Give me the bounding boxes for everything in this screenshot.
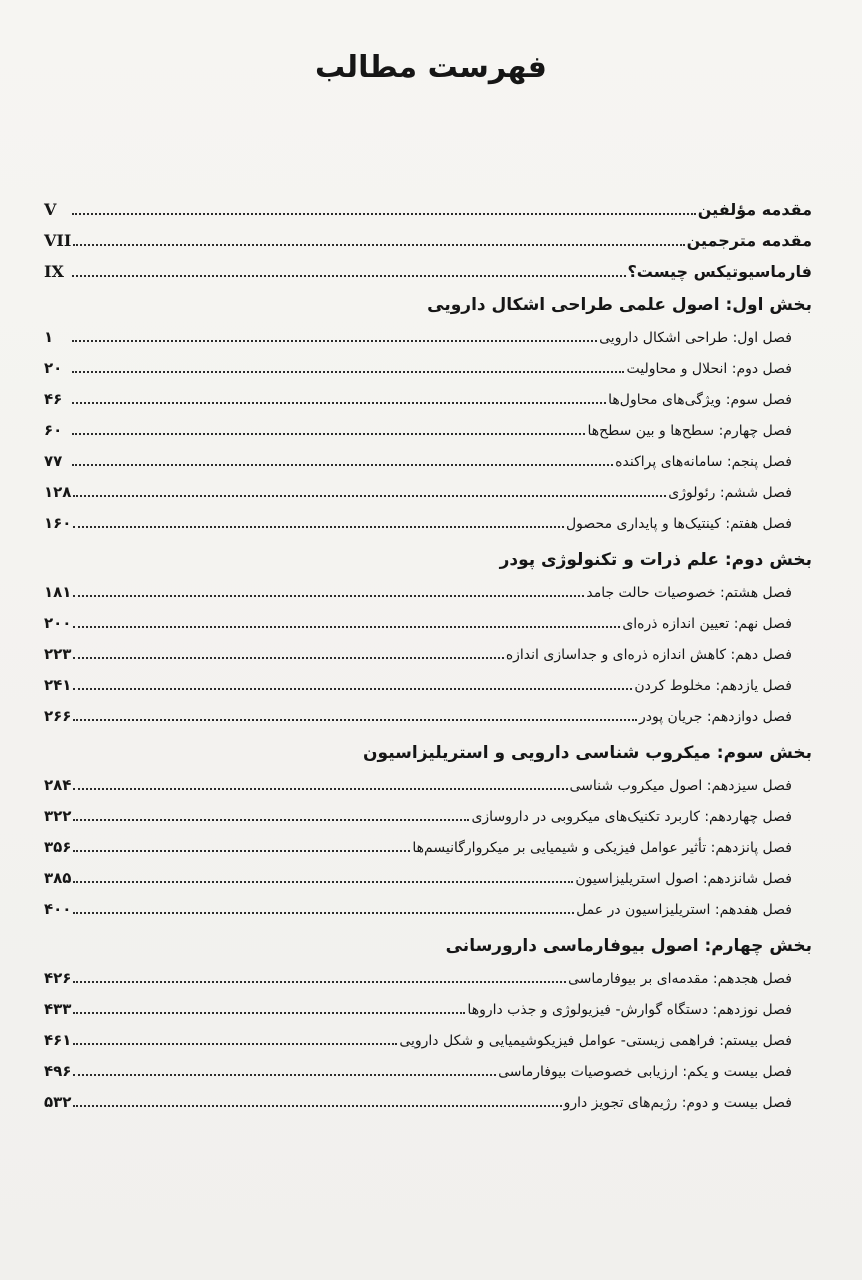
dot-leader bbox=[73, 495, 666, 497]
chapter-label: فصل هفتم: کینتیک‌ها و پایداری محصول bbox=[565, 516, 792, 532]
chapter-label: فصل هشتم: خصوصیات حالت جامد bbox=[586, 585, 792, 601]
chapter-page-number: ۷۷ bbox=[44, 452, 63, 470]
dot-leader bbox=[72, 433, 585, 435]
chapter-page-number: ۴۹۶ bbox=[44, 1062, 72, 1080]
toc-entry-label: مقدمه مؤلفین bbox=[697, 200, 812, 219]
toc-page-number: V bbox=[44, 200, 57, 219]
toc-chapter-row bbox=[44, 348, 812, 379]
dot-leader bbox=[73, 1074, 496, 1076]
chapter-label: فصل چهارم: سطح‌ها و بین سطح‌ها bbox=[587, 423, 792, 439]
dot-leader bbox=[73, 244, 684, 246]
dot-leader bbox=[73, 526, 564, 528]
page-title: فهرست مطالب bbox=[315, 50, 547, 85]
toc-chapter-row bbox=[44, 958, 812, 989]
chapter-page-number: ۲۰ bbox=[44, 359, 63, 377]
chapter-label: فصل نوزدهم: دستگاه گوارش- فیزیولوژی و جذب داروها bbox=[467, 1002, 792, 1018]
table-of-contents bbox=[44, 190, 812, 1113]
chapter-label: فصل بیست و یکم: ارزیابی خصوصیات بیوفارماسی bbox=[498, 1064, 792, 1080]
chapter-page-number: ۴۰۰ bbox=[44, 900, 72, 918]
chapter-label: فصل پانزدهم: تأثیر عوامل فیزیکی و شیمیایی بر میکروارگانیسم‌ها bbox=[412, 840, 792, 856]
chapter-page-number: ۲۸۴ bbox=[44, 776, 72, 794]
dot-leader bbox=[73, 626, 620, 628]
chapter-label: فصل نهم: تعیین اندازه ذره‌ای bbox=[622, 616, 792, 632]
chapter-page-number: ۲۰۰ bbox=[44, 614, 72, 632]
dot-leader bbox=[73, 1105, 561, 1107]
toc-entry-preface-authors bbox=[44, 190, 812, 221]
toc-chapter-row bbox=[44, 665, 812, 696]
toc-chapter-row bbox=[44, 1082, 812, 1113]
chapter-label: فصل اول: طراحی اشکال دارویی bbox=[599, 330, 792, 346]
chapter-label: فصل شانزدهم: اصول استریلیزاسیون bbox=[575, 871, 792, 887]
toc-page-number: VII bbox=[44, 231, 72, 250]
dot-leader bbox=[73, 688, 632, 690]
chapter-page-number: ۱۸۱ bbox=[44, 583, 72, 601]
chapter-page-number: ۱۲۸ bbox=[44, 483, 72, 501]
chapter-label: فصل سوم: ویژگی‌های محاول‌ها bbox=[608, 392, 792, 408]
chapter-label: فصل بیست و دوم: رژیم‌های تجویز دارو bbox=[563, 1095, 792, 1111]
chapter-page-number: ۶۰ bbox=[44, 421, 63, 439]
chapter-label: فصل دوم: انحلال و محاولیت bbox=[626, 361, 792, 377]
dot-leader bbox=[73, 850, 410, 852]
chapter-label: فصل هجدهم: مقدمه‌ای بر بیوفارماسی bbox=[567, 971, 792, 987]
toc-chapter-row bbox=[44, 572, 812, 603]
toc-chapter-row bbox=[44, 503, 812, 534]
part-heading-2: بخش دوم: علم ذرات و تکنولوژی پودر bbox=[499, 550, 812, 570]
part-heading-3: بخش سوم: میکروب شناسی دارویی و استریلیزاسیون bbox=[363, 743, 812, 763]
dot-leader bbox=[72, 275, 626, 277]
chapter-label: فصل سیزدهم: اصول میکروب شناسی bbox=[569, 778, 792, 794]
part-heading-4: بخش چهارم: اصول بیوفارماسی دارورسانی bbox=[445, 936, 812, 956]
chapter-label: فصل دوازدهم: جریان پودر bbox=[638, 709, 792, 725]
toc-entry-what-is-pharmaceutics bbox=[44, 252, 812, 283]
toc-chapter-row bbox=[44, 1020, 812, 1051]
chapter-label: فصل یازدهم: مخلوط کردن bbox=[634, 678, 792, 694]
chapter-label: فصل دهم: کاهش اندازه ذره‌ای و جداسازی اندازه bbox=[505, 647, 792, 663]
chapter-page-number: ۴۲۶ bbox=[44, 969, 72, 987]
chapter-page-number: ۱ bbox=[44, 328, 54, 346]
chapter-page-number: ۴۶ bbox=[44, 390, 63, 408]
dot-leader bbox=[73, 881, 573, 883]
toc-chapter-row bbox=[44, 696, 812, 727]
toc-chapter-row bbox=[44, 410, 812, 441]
dot-leader bbox=[72, 464, 613, 466]
toc-chapter-row bbox=[44, 796, 812, 827]
dot-leader bbox=[72, 213, 696, 215]
toc-chapter-row bbox=[44, 317, 812, 348]
chapter-page-number: ۳۵۶ bbox=[44, 838, 72, 856]
toc-chapter-row bbox=[44, 765, 812, 796]
toc-chapter-row bbox=[44, 472, 812, 503]
chapter-label: فصل بیستم: فراهمی زیستی- عوامل فیزیکوشیمیایی و شکل دارویی bbox=[399, 1033, 792, 1049]
dot-leader bbox=[73, 657, 503, 659]
dot-leader bbox=[73, 595, 584, 597]
dot-leader bbox=[73, 912, 574, 914]
toc-entry-preface-translators bbox=[44, 221, 812, 252]
toc-chapter-row bbox=[44, 634, 812, 665]
toc-chapter-row bbox=[44, 1051, 812, 1082]
toc-chapter-row bbox=[44, 889, 812, 920]
dot-leader bbox=[72, 402, 606, 404]
dot-leader bbox=[72, 340, 597, 342]
toc-chapter-row bbox=[44, 603, 812, 634]
dot-leader bbox=[73, 819, 469, 821]
chapter-page-number: ۵۳۲ bbox=[44, 1093, 72, 1111]
dot-leader bbox=[73, 981, 565, 983]
chapter-page-number: ۲۴۱ bbox=[44, 676, 72, 694]
dot-leader bbox=[73, 788, 567, 790]
chapter-page-number: ۱۶۰ bbox=[44, 514, 72, 532]
dot-leader bbox=[73, 1043, 397, 1045]
chapter-label: فصل ششم: رئولوژی bbox=[668, 485, 792, 501]
dot-leader bbox=[73, 719, 637, 721]
dot-leader bbox=[73, 1012, 465, 1014]
toc-chapter-row bbox=[44, 379, 812, 410]
part-heading-1: بخش اول: اصول علمی طراحی اشکال دارویی bbox=[427, 295, 812, 315]
chapter-page-number: ۴۳۳ bbox=[44, 1000, 72, 1018]
toc-chapter-row bbox=[44, 858, 812, 889]
chapter-page-number: ۲۲۳ bbox=[44, 645, 72, 663]
chapter-label: فصل پنجم: سامانه‌های پراکنده bbox=[615, 454, 792, 470]
toc-entry-label: فارماسیوتیکس چیست؟ bbox=[627, 262, 812, 281]
chapter-page-number: ۲۶۶ bbox=[44, 707, 72, 725]
toc-page-number: IX bbox=[44, 262, 64, 281]
chapter-label: فصل چهاردهم: کاربرد تکنیک‌های میکروبی در داروسازی bbox=[471, 809, 792, 825]
toc-entry-label: مقدمه مترجمین bbox=[686, 231, 812, 250]
chapter-page-number: ۳۲۲ bbox=[44, 807, 72, 825]
dot-leader bbox=[72, 371, 624, 373]
toc-chapter-row bbox=[44, 827, 812, 858]
toc-chapter-row bbox=[44, 989, 812, 1020]
chapter-page-number: ۴۶۱ bbox=[44, 1031, 72, 1049]
chapter-page-number: ۳۸۵ bbox=[44, 869, 72, 887]
toc-chapter-row bbox=[44, 441, 812, 472]
chapter-label: فصل هفدهم: استریلیزاسیون در عمل bbox=[576, 902, 792, 918]
